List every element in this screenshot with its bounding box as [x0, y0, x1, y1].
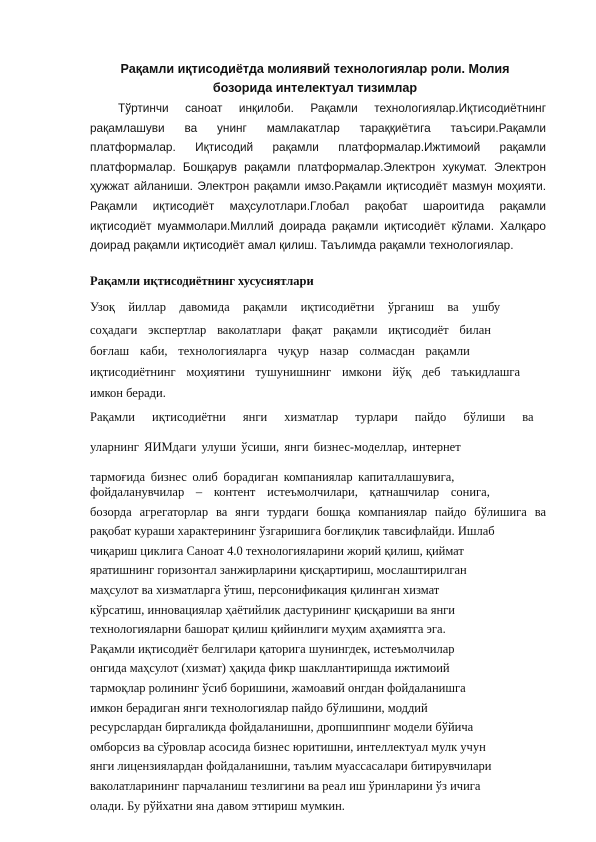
text-line: иқтисодиётнинг моҳиятини тушунишнинг имкони йўқ деб таъкидлашга — [90, 365, 521, 379]
paragraph-2 — [90, 402, 534, 492]
paragraph-3 — [90, 483, 546, 816]
text-line: технологияларни башорат қилиш қийинлиги муҳим аҳамиятга эга. — [90, 622, 446, 637]
text-line: боғлаш каби, технологияларга чуқур назар солмасдан рақамли — [90, 344, 470, 358]
text-line: соҳадаги экспертлар ваколатлари фақат рақамли иқтисодиёт билан — [90, 323, 491, 337]
intro-paragraph: Тўртинчи саноат инқилоби. Рақамли технологиялар.Иқтисодиётнинг рақамлашуви ва унинг мамлакатлар тараққиётига таъсири.Рақамли платформалар. Иқтисодий рақамли платформалар.Ижтимоий рақамли платформалар. Бошқарув рақамли платформалар.Электрон хукумат. Электрон ҳужжат айланиши. Электрон рақамли имзо.Рақамли иқтисодиёт мазмун моҳияти. Рақамли иқтисодиёт маҳсулотлари.Глобал рақобат шароитида рақамли иқтисодиёт муаммолари.Миллий доирада рақамли иқтисодиёт кўлами. Халқаро доирад рақамли иқтисодиёт амал қилиш. Таълимда рақамли технологиялар. — [90, 101, 546, 253]
title-line-2: бозорида интелектуал тизимлар — [212, 81, 418, 95]
text-line: чиқариш циклига Саноат 4.0 технологияларини жорий қилиш, қиймат — [90, 543, 464, 558]
text-line: Рақамли иқтисодиётни янги хизматлар турлари пайдо бўлиши ва — [90, 410, 534, 424]
text-line: маҳсулот ва хизматларга ўтиш, персонификация қилинган хизмат — [90, 582, 440, 597]
text-line: уларнинг ЯИМдаги улуши ўсиши, янги бизнес-моделлар, интернет — [90, 440, 461, 454]
text-line: тармоқлар ролининг ўсиб боришини, жамоавий онгдан фойдаланишга — [90, 680, 466, 695]
text-line: тармоғида бизнес олиб борадиган компаниялар капиталлашувига, — [90, 470, 455, 484]
text-line: имкон берадиган янги технологиялар пайдо бўлишини, моддий — [90, 700, 428, 715]
text-line: фойдаланувчилар – контент истеъмолчилари, қатнашчилар сонига, — [90, 485, 490, 499]
text-line: омборсиз ва сўровлар асосида бизнес юритишни, интеллектуал мулк учун — [90, 739, 486, 754]
text-line: имкон беради. — [90, 386, 166, 400]
document-title — [90, 60, 540, 98]
text-line: олади. Бу рўйхатни яна давом эттириш мумкин. — [90, 798, 345, 813]
paragraph-1 — [90, 295, 520, 404]
text-line: бозорда агрегаторлар ва янги турдаги бошқа компаниялар пайдо бўлишига ва — [90, 504, 546, 519]
text-line: яратишнинг горизонтал занжирларини қисқартириш, мослаштирилган — [90, 563, 467, 578]
text-line: кўрсатиш, инновациялар ҳаётийлик дастурининг қисқариши ва янги — [90, 602, 455, 617]
text-line: Узоқ йиллар давомида рақамли иқтисодиётни ўрганиш ва ушбу — [90, 300, 501, 314]
text-line: рақобат кураши характерининг ўзгаришига боғлиқлик тавсифлайди. Ишлаб — [90, 524, 495, 539]
text-line: ваколатларининг парчаланиш тезлигини ва реал иш ўринларини ўз ичига — [90, 778, 481, 793]
text-line: Рақамли иқтисодиёт белгилари қаторига шунингдек, истеъмолчилар — [90, 641, 455, 656]
title-line-1: Рақамли иқтисодиётда молиявий технологиялар роли. Молия — [120, 62, 510, 76]
text-line: онгида маҳсулот (хизмат) ҳақида фикр шакллантиришда ижтимоий — [90, 661, 450, 676]
text-line: янги лицензиялардан фойдаланишни, таълим муассасалари битирувчилари — [90, 759, 492, 774]
text-line: ресурслардан биргаликда фойдаланишни, дропшиппинг модели бўйича — [90, 720, 474, 735]
section-heading: Рақамли иқтисодиётнинг хусусиятлари — [90, 274, 314, 288]
